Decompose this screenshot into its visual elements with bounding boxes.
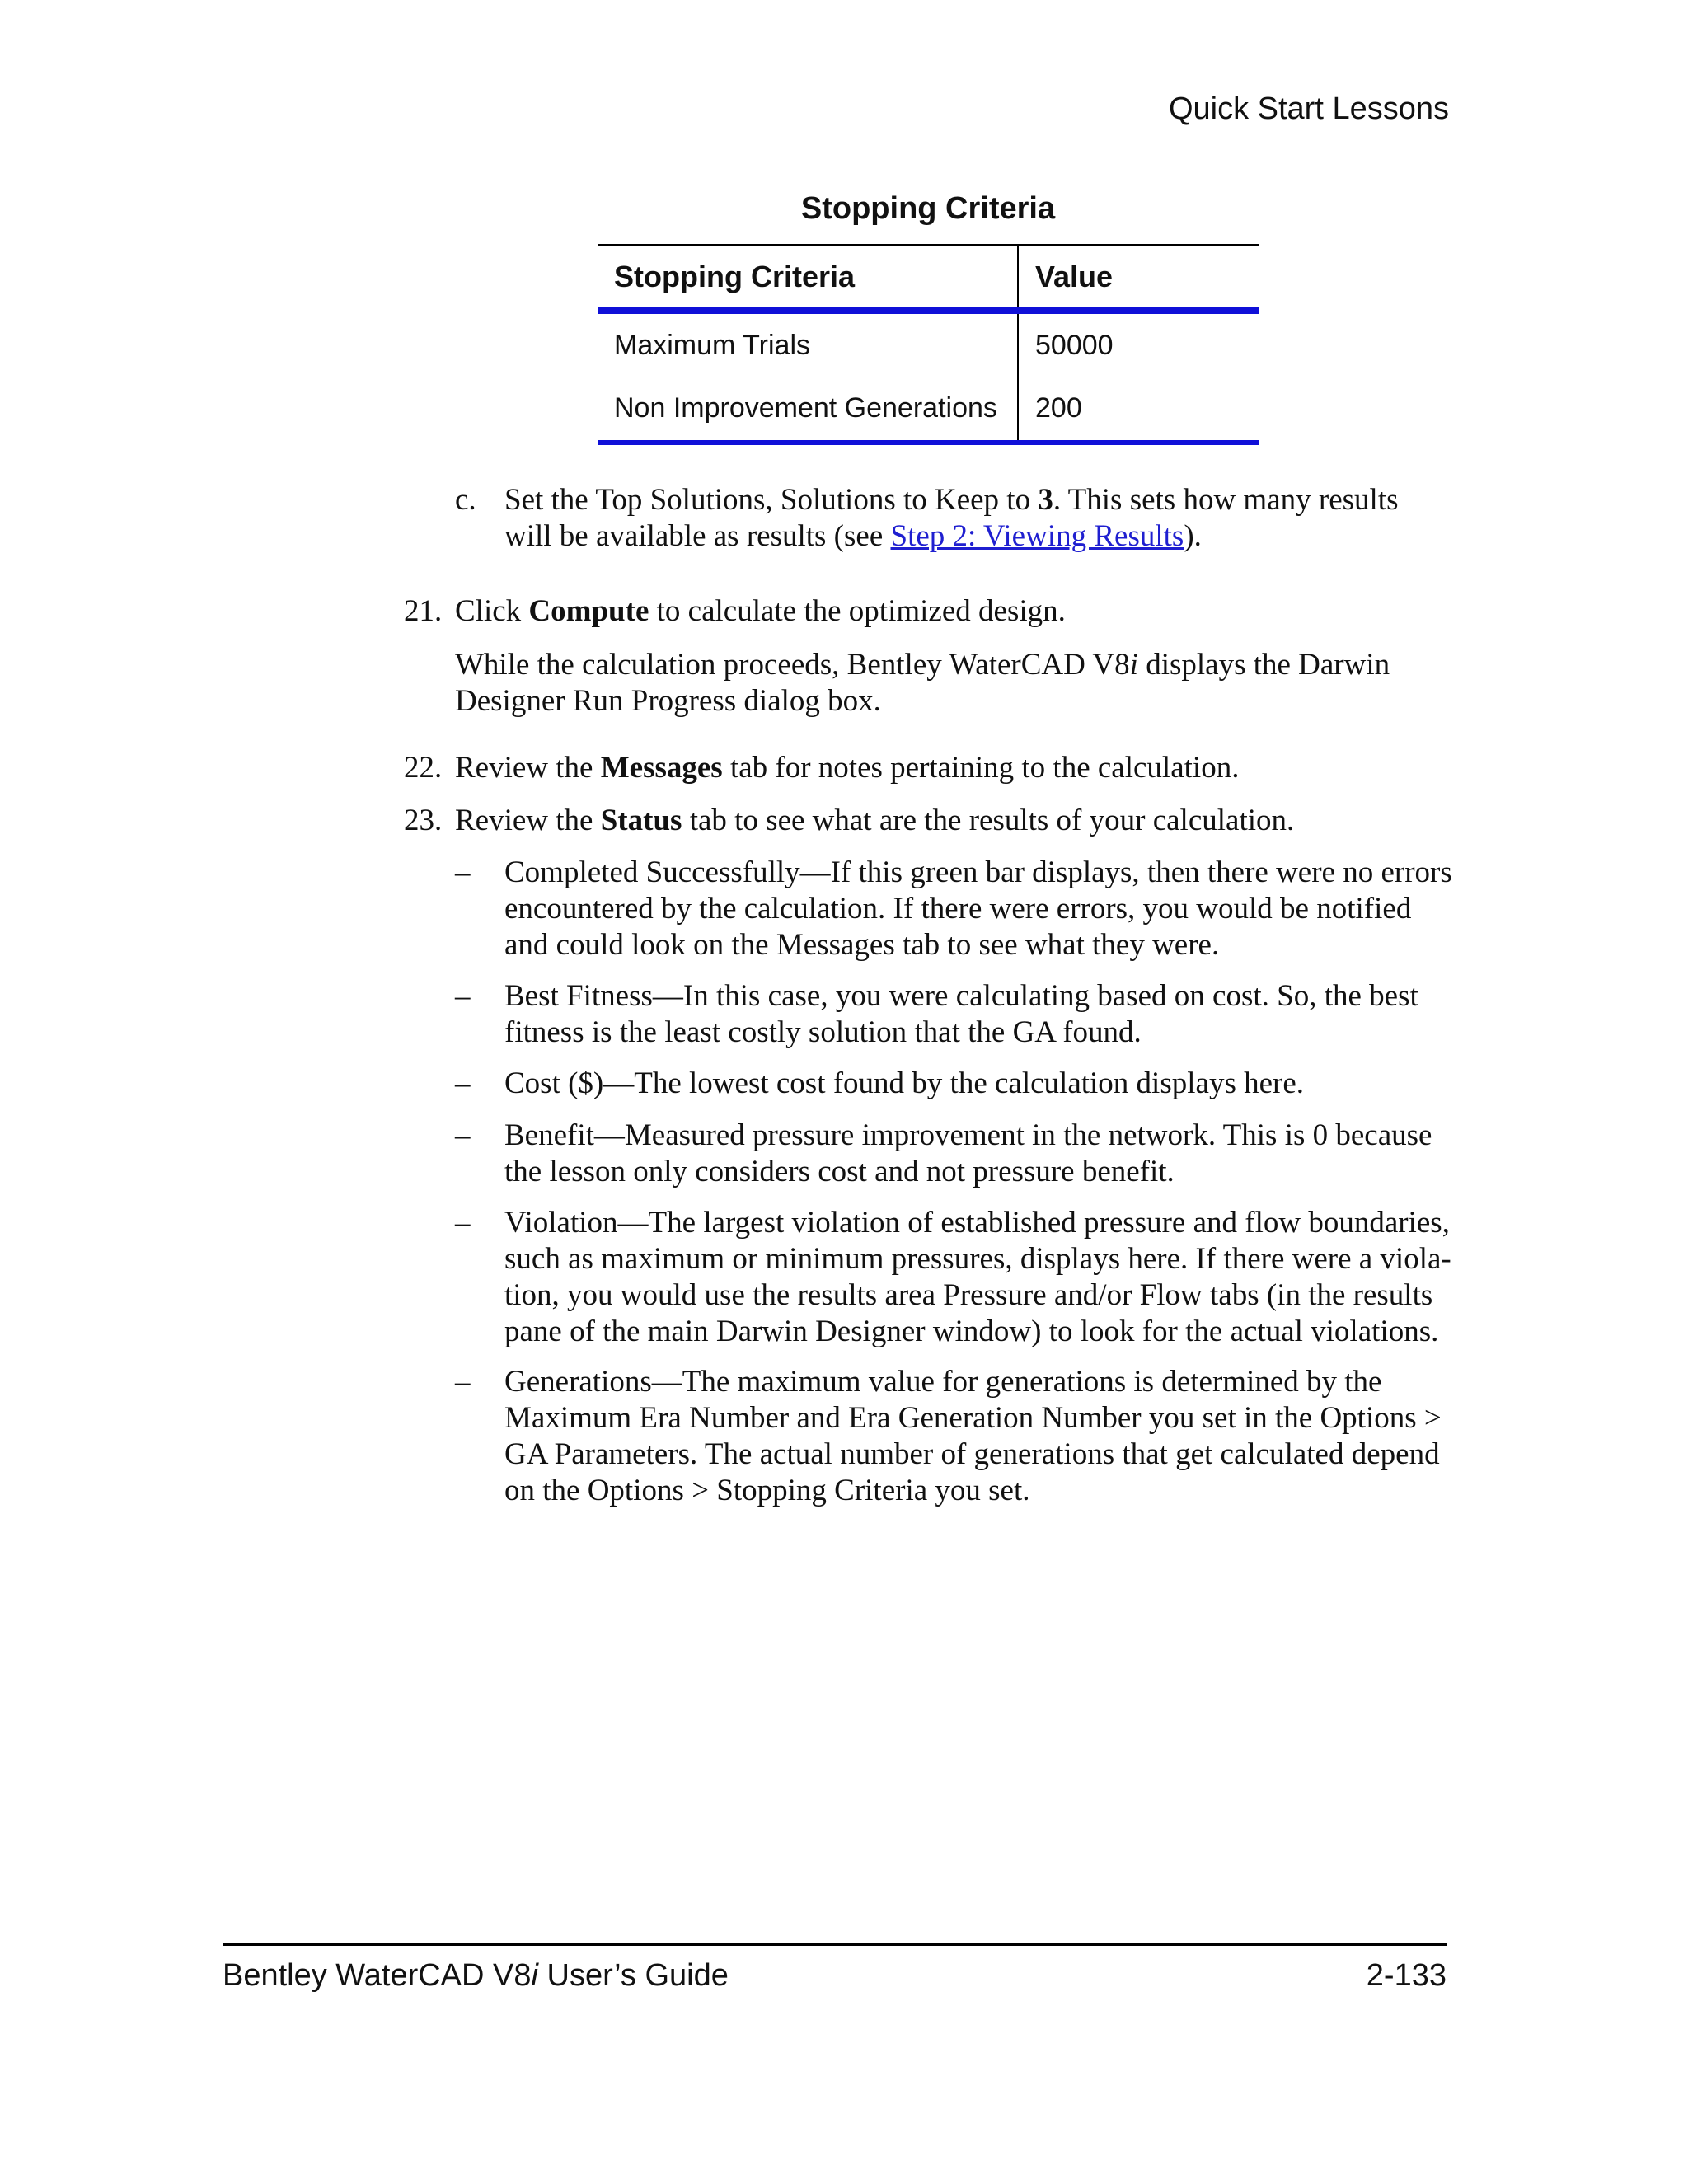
step-23-bold-status: Status <box>600 804 682 837</box>
step-21-note-italic: i <box>1129 648 1138 682</box>
step-22-text-part: Review the <box>455 751 601 785</box>
status-item-benefit: Benefit—Measured pressure improvement in the network. This is 0 because the lesson only considers cost and not pressure benefit. <box>504 1118 1432 1188</box>
step-c-text-part: ). <box>1184 519 1202 553</box>
step-2-viewing-results-link[interactable]: Step 2: Viewing Results <box>890 519 1184 553</box>
running-header: Quick Start Lessons <box>1168 91 1449 126</box>
status-item-dash: – <box>455 1206 471 1240</box>
column-header-criteria: Stopping Criteria <box>598 245 1018 311</box>
stopping-criteria-table <box>598 244 1259 445</box>
status-item-dash: – <box>455 1365 471 1399</box>
footer-title-italic: i <box>531 1958 538 1993</box>
footer-guide-title <box>223 1955 729 1996</box>
step-21-note-part: While the calculation proceeds, Bentley WaterCAD V8 <box>455 648 1130 682</box>
table-cell-criteria: Maximum Trials <box>598 311 1018 377</box>
step-c-bold-value: 3 <box>1038 483 1053 517</box>
table-cell-criteria: Non Improvement Generations <box>598 377 1018 443</box>
step-c-marker: c. <box>455 483 476 517</box>
step-23-text-part: Review the <box>455 804 601 837</box>
footer-title-part: User’s Guide <box>537 1958 729 1993</box>
step-c-text <box>504 482 1452 555</box>
status-item-dash: – <box>455 979 471 1013</box>
step-23-text <box>455 803 1452 839</box>
status-item-violation: Violation—The largest violation of established pressure and flow boundaries, such as maximum or minimum pressures, displays here. If there were a viola-tion, you would use the results area Pressure and/or Flow tabs (in the results pane of the main Darwin Designer window) to look for the actual violations. <box>504 1206 1451 1348</box>
step-22-bold-messages: Messages <box>600 751 723 785</box>
step-22-number: 22. <box>404 751 443 785</box>
status-item-completed: Completed Successfully—If this green bar displays, then there were no errors encountered by the calculation. If there were errors, you would be notified and could look on the Messages tab to see what they were. <box>504 855 1452 962</box>
status-item-dash: – <box>455 855 471 889</box>
step-21-number: 21. <box>404 594 443 628</box>
footer-title-part: Bentley WaterCAD V8 <box>223 1958 532 1993</box>
step-21-text-part: to calculate the optimized design. <box>649 594 1066 628</box>
step-22-text <box>455 750 1452 786</box>
step-21-text-part: Click <box>455 594 529 628</box>
step-21-text <box>455 593 1452 630</box>
table-header-row <box>598 245 1259 311</box>
status-item-best-fitness: Best Fitness—In this case, you were calculating based on cost. So, the best fitness is the least costly solution that the GA found. <box>504 979 1418 1049</box>
step-23-text-part: tab to see what are the results of your calculation. <box>682 804 1295 837</box>
table-cell-value: 50000 <box>1035 329 1114 361</box>
status-item-cost: Cost ($)—The lowest cost found by the calculation displays here. <box>504 1066 1305 1100</box>
step-21-note <box>455 647 1452 719</box>
step-23-number: 23. <box>404 804 443 837</box>
table-caption: Stopping Criteria <box>800 191 1056 226</box>
step-22-text-part: tab for notes pertaining to the calculation. <box>722 751 1240 785</box>
step-21-note-part: displays the Darwin Designer Run Progress dialog box. <box>455 648 1390 718</box>
page-number: 2-133 <box>1366 1958 1447 1993</box>
step-21-bold-compute: Compute <box>528 594 649 628</box>
step-c-text-part: Set the Top Solutions, Solutions to Keep to <box>504 483 1039 517</box>
column-header-value: Value <box>1018 245 1259 311</box>
status-item-generations: Generations—The maximum value for generations is determined by the Maximum Era Number and Era Generation Number you set in the Options > GA Parameters. The actual number of generations that get calculated depend on the Options > Stopping Criteria you set. <box>504 1365 1442 1507</box>
step-c-text-part: . This sets how many results will be available as results (see <box>504 483 1399 553</box>
table-cell-value: 200 <box>1018 377 1259 443</box>
table-row <box>598 377 1259 443</box>
status-item-dash: – <box>455 1118 471 1152</box>
footer-rule <box>223 1943 1447 1946</box>
status-item-dash: – <box>455 1066 471 1100</box>
table-row <box>598 311 1259 377</box>
